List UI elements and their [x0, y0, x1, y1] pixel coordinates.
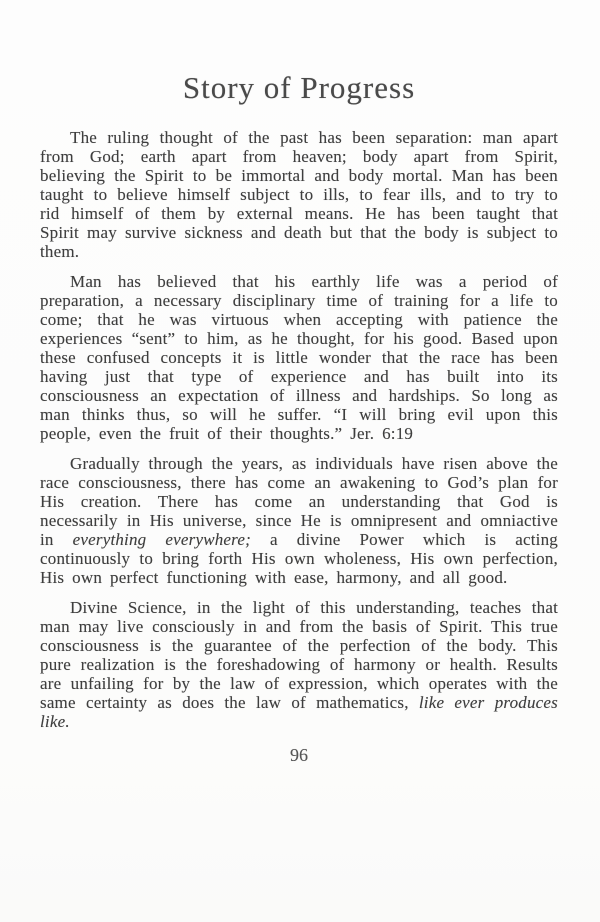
page-title: Story of Progress [182, 70, 416, 105]
paragraph-text: a divine Power which is acting continuously to bring forth His own wholeness, His own perfection, His own perfect functioning with ease, harmony, and all good. [40, 530, 558, 587]
italic-phrase: like ever produces like. [40, 693, 558, 731]
paragraph [40, 128, 558, 261]
page-number: 96 [290, 745, 308, 765]
paragraph [40, 272, 558, 443]
paragraph-text: Gradually through the years, as individuals have risen above the race consciousness, there has come an awakening to God’s plan for His creation. There has come an understanding that God is necessarily in His universe, since He is omnipresent and omniactive in [40, 454, 558, 549]
paragraph [40, 598, 558, 731]
italic-phrase: everything everywhere; [72, 530, 251, 549]
paragraph-text: Man has believed that his earthly life was a period of preparation, a necessary disciplinary time of training for a life to come; that he was virtuous when accepting with patience the experiences “sent” to him, as he thought, for his good. Based upon these confused concepts it is little wonder that the race has been having just that type of experience and has built into its consciousness an expectation of illness and hardships. So long as man thinks thus, so will he suffer. “I will bring evil upon this people, even the fruit of their thoughts.” Jer. 6:19 [40, 272, 558, 443]
paragraph-text: Divine Science, in the light of this understanding, teaches that man may live consciously in and from the basis of Spirit. This true consciousness is the guarantee of the perfection of the body. This pure realization is the foreshadowing of harmony or health. Results are unfailing for by the law of expression, which operates with the same certainty as does the law of mathematics, [40, 598, 558, 712]
paragraph [40, 454, 558, 587]
paragraph-text: The ruling thought of the past has been separation: man apart from God; earth apart from heaven; body apart from Spirit, believing the Spirit to be immortal and body mortal. Man has been taught to believe himself subject to ills, to fear ills, and to try to rid himself of them by external means. He has been taught that Spirit may survive sickness and death but that the body is subject to them. [40, 128, 558, 261]
